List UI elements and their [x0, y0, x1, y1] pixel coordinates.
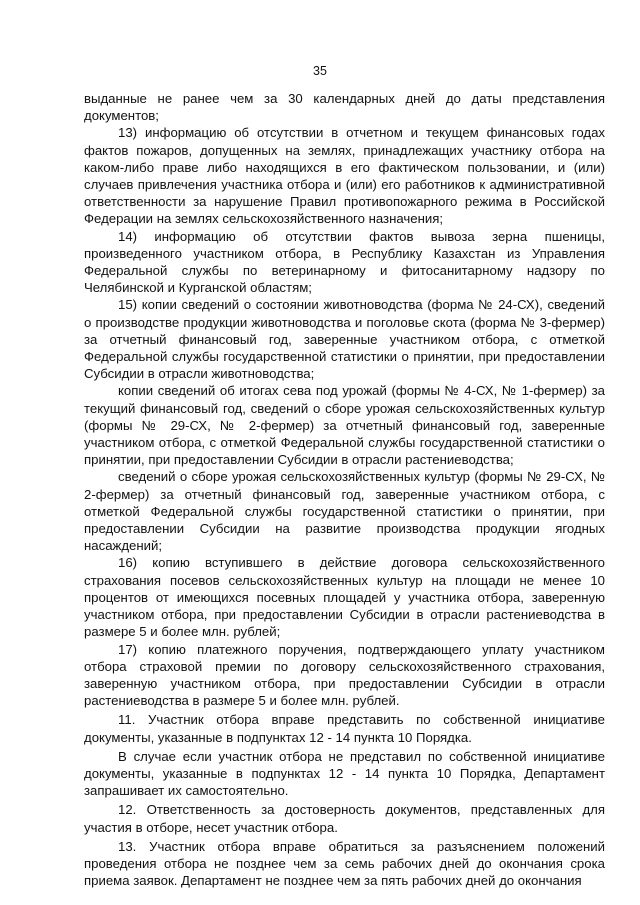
paragraph-item-15: 15) копии сведений о состоянии животноводства (форма № 24-СХ), сведений о производстве продукции животноводства и поголовье скота (форма № 3-фермер) за отчетный финансовый год, заверенные участником отбора, с отметкой Федеральной службы государственной статистики о принятии, при предоставлении Субсидии в отрасли животноводства;	[84, 297, 605, 382]
paragraph-item-13: 13) информацию об отсутствии в отчетном и текущем финансовых годах фактов пожаров, допущенных на землях, принадлежащих участнику отбора на каком-либо праве либо находящихся в его фактическом пользовании, и (или) случаев привлечения участника отбора и (или) его работников к административной ответственности за нарушение Правил противопожарного режима в Российской Федерации на землях сельскохозяйственного назначения;	[84, 125, 605, 227]
paragraph-item-16: 16) копию вступившего в действие договора сельскохозяйственного страхования посевов сельскохозяйственных культур на площади не менее 10 процентов от имеющихся посевных площадей у участника отбора, заверенную участником отбора, при предоставлении Субсидии в отрасли растениеводства в размере 5 и более млн. рублей;	[84, 555, 605, 640]
paragraph-sowing-reports: копии сведений об итогах сева под урожай (формы № 4-СХ, № 1-фермер) за текущий финансовый год, сведений о сборе урожая сельскохозяйственных культур (формы № 29-СХ, № 2-фермер) за отчетный финансовый год, заверенные участником отбора, с отметкой Федеральной службы государственной статистики о принятии, при предоставлении Субсидии в отрасли растениеводства;	[84, 383, 605, 468]
page-number: 35	[313, 64, 327, 78]
paragraph-clause-13: 13. Участник отбора вправе обратиться за разъяснением положений проведения отбора не позднее чем за семь рабочих дней до окончания срока приема заявок. Департамент не позднее чем за пять рабочих дней до окончания	[84, 838, 605, 889]
paragraph-harvest-reports: сведений о сборе урожая сельскохозяйственных культур (формы № 29-СХ, № 2-фермер) за отчетный финансовый год, заверенные участником отбора, с отметкой Федеральной службы государственной статистики о принятии, при предоставлении Субсидии на развитие производства продукции ягодных насаждений;	[84, 469, 605, 554]
paragraph-continuation: выданные не ранее чем за 30 календарных дней до даты представления документов;	[84, 91, 605, 124]
paragraph-item-14: 14) информацию об отсутствии фактов вывоза зерна пшеницы, произведенного участником отбора, в Республику Казахстан из Управления Федеральной службы по ветеринарному и фитосанитарному надзору по Челябинской и Курганской областям;	[84, 228, 605, 296]
paragraph-item-17: 17) копию платежного поручения, подтверждающего уплату участником отбора страховой премии по договору сельскохозяйственного страхования, заверенную участником отбора, при предоставлении Субсидии в отрасли растениеводства в размере 5 и более млн. рублей.	[84, 641, 605, 709]
paragraph-clause-11: 11. Участник отбора вправе представить по собственной инициативе документы, указанные в подпунктах 12 - 14 пункта 10 Порядка.	[84, 712, 605, 745]
paragraph-clause-11-note: В случае если участник отбора не представил по собственной инициативе документы, указанные в подпунктах 12 - 14 пункта 10 Порядка, Департамент запрашивает их самостоятельно.	[84, 748, 605, 799]
document-body	[84, 90, 605, 889]
paragraph-clause-12: 12. Ответственность за достоверность документов, представленных для участия в отборе, несет участник отбора.	[84, 802, 605, 835]
